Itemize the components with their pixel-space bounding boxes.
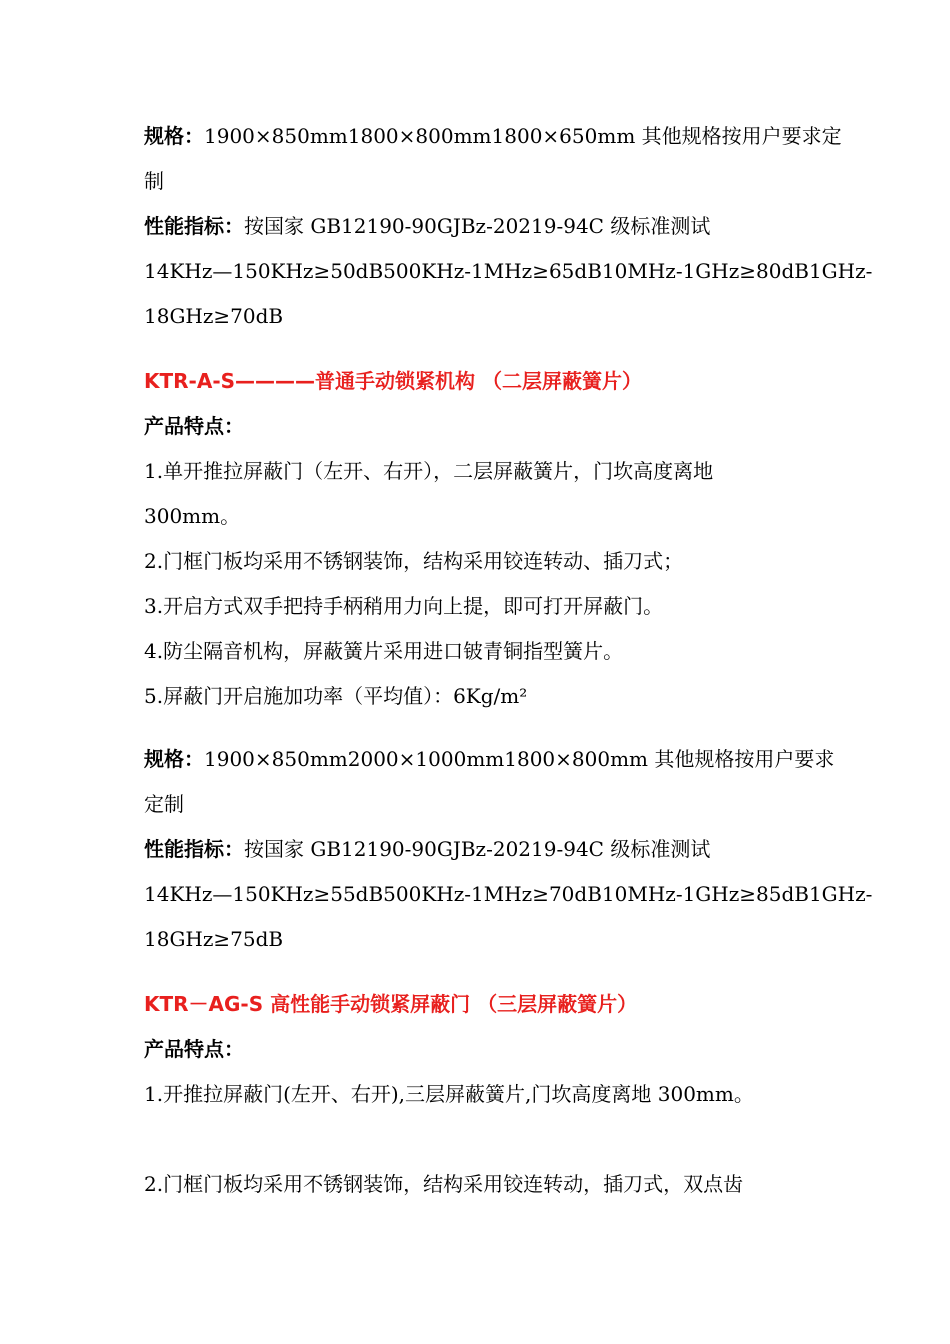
section-title-ktr-a-s: KTR-A-S————普通手动锁紧机构 （二层屏蔽簧片） — [144, 369, 642, 393]
features-label: 产品特点： — [144, 414, 244, 438]
perf-values-continuation: 18GHz≥70dB — [144, 304, 284, 328]
spec-text: 1900×850mm2000×1000mm1800×800mm 其他规格按用户要求 — [204, 747, 835, 771]
feature-1: 1.开推拉屏蔽门(左开、右开),三层屏蔽簧片,门坎高度离地 300mm。 — [144, 1082, 754, 1106]
perf-label: 性能指标： — [144, 214, 244, 238]
features-label: 产品特点： — [144, 1037, 244, 1061]
perf-text: 按国家 GB12190-90GJBz-20219-94C 级标准测试 — [244, 214, 711, 238]
feature-2: 2.门框门板均采用不锈钢装饰，结构采用铰连转动、插刀式； — [144, 549, 684, 573]
spec-label: 规格： — [144, 747, 204, 771]
feature-1-continuation: 300mm。 — [144, 504, 241, 528]
perf-values: 14KHz—150KHz≥55dB500KHz-1MHz≥70dB10MHz-1GHz≥85dB1GHz- — [144, 882, 873, 906]
perf-line — [144, 212, 910, 240]
feature-1: 1.单开推拉屏蔽门（左开、右开），二层屏蔽簧片，门坎高度离地 — [144, 459, 714, 483]
section-title-ktr-ag-s: KTR－AG-S 高性能手动锁紧屏蔽门 （三层屏蔽簧片） — [144, 992, 638, 1016]
spec-label: 规格： — [144, 124, 204, 148]
spec-continuation: 定制 — [144, 792, 184, 816]
feature-5: 5.屏蔽门开启施加功率（平均值）：6Kg/m² — [144, 684, 528, 708]
spec-text: 1900×850mm1800×800mm1800×650mm 其他规格按用户要求定 — [204, 124, 842, 148]
perf-values-continuation: 18GHz≥75dB — [144, 927, 284, 951]
perf-label: 性能指标： — [144, 837, 244, 861]
feature-4: 4.防尘隔音机构，屏蔽簧片采用进口铍青铜指型簧片。 — [144, 639, 624, 663]
spec-line — [144, 122, 910, 150]
spec-continuation: 制 — [144, 169, 164, 193]
perf-text: 按国家 GB12190-90GJBz-20219-94C 级标准测试 — [244, 837, 711, 861]
feature-3: 3.开启方式双手把持手柄稍用力向上提，即可打开屏蔽门。 — [144, 594, 664, 618]
perf-values: 14KHz—150KHz≥50dB500KHz-1MHz≥65dB10MHz-1GHz≥80dB1GHz- — [144, 259, 873, 283]
spec-line — [144, 745, 910, 773]
feature-2: 2.门框门板均采用不锈钢装饰，结构采用铰连转动，插刀式，双点齿 — [144, 1172, 744, 1196]
perf-line — [144, 835, 910, 863]
